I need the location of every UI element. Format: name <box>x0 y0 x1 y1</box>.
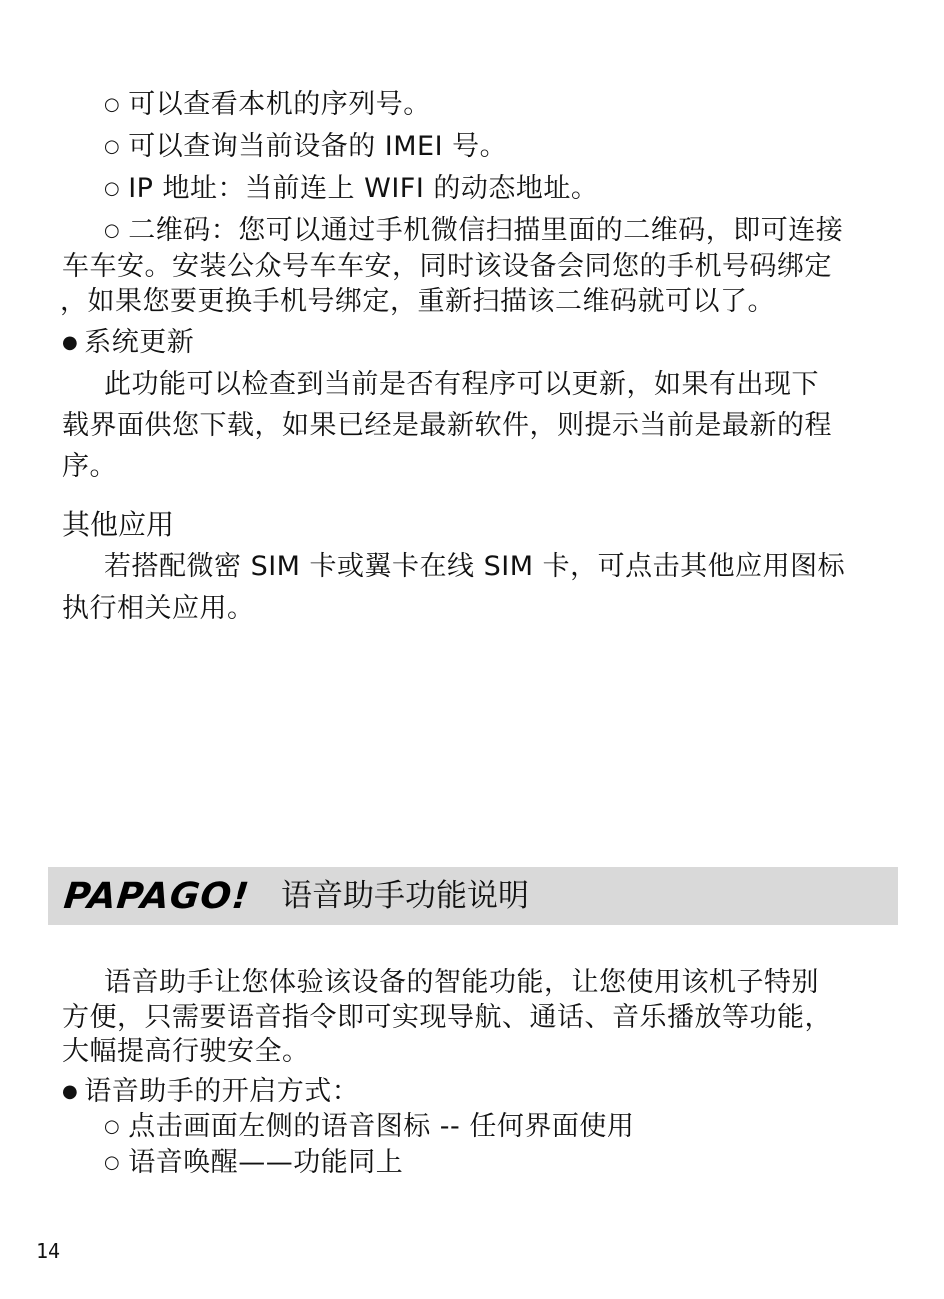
voice-intro-line: 大幅提高行驶安全。 <box>62 1036 310 1067</box>
section-banner <box>48 867 898 925</box>
system-update-text-line: 载界面供您下载，如果已经是最新软件，则提示当前是最新的程 <box>62 410 832 441</box>
section-title: 语音助手功能说明 <box>281 878 529 914</box>
system-update-heading: ● 系统更新 <box>62 326 194 363</box>
system-update-text-line: 序。 <box>62 451 117 482</box>
qr-code-text-line: ，如果您要更换手机号绑定，重新扫描该二维码就可以了。 <box>60 286 775 317</box>
imei-item: ○ 可以查询当前设备的 IMEI 号。 <box>104 130 507 167</box>
ip-address-item: ○ IP 地址：当前连上 WIFI 的动态地址。 <box>104 172 598 209</box>
other-apps-text-line: 若搭配微密 SIM 卡或翼卡在线 SIM 卡，可点击其他应用图标 <box>104 551 846 582</box>
serial-number-item: ○ 可以查看本机的序列号。 <box>104 88 431 125</box>
other-apps-text-line: 执行相关应用。 <box>62 593 255 624</box>
qr-code-text-line: 车车安。安装公众号车车安，同时该设备会同您的手机号码绑定 <box>62 251 832 282</box>
other-apps-heading: 其他应用 <box>62 508 175 541</box>
voice-intro-line: 方便，只需要语音指令即可实现导航、通话、音乐播放等功能， <box>62 1002 832 1033</box>
voice-intro-line: 语音助手让您体验该设备的智能功能，让您使用该机子特别 <box>104 967 819 998</box>
voice-enable-heading: ● 语音助手的开启方式： <box>62 1075 359 1112</box>
system-update-text-line: 此功能可以检查到当前是否有程序可以更新，如果有出现下 <box>104 369 819 400</box>
voice-method-item: ○ 点击画面左侧的语音图标 -- 任何界面使用 <box>104 1110 634 1147</box>
page-number: 14 <box>36 1239 61 1263</box>
papago-logo: PAPAGO! <box>61 876 252 917</box>
voice-method-item: ○ 语音唤醒——功能同上 <box>104 1146 403 1183</box>
qr-code-item: ○ 二维码：您可以通过手机微信扫描里面的二维码，即可连接 <box>104 214 843 251</box>
